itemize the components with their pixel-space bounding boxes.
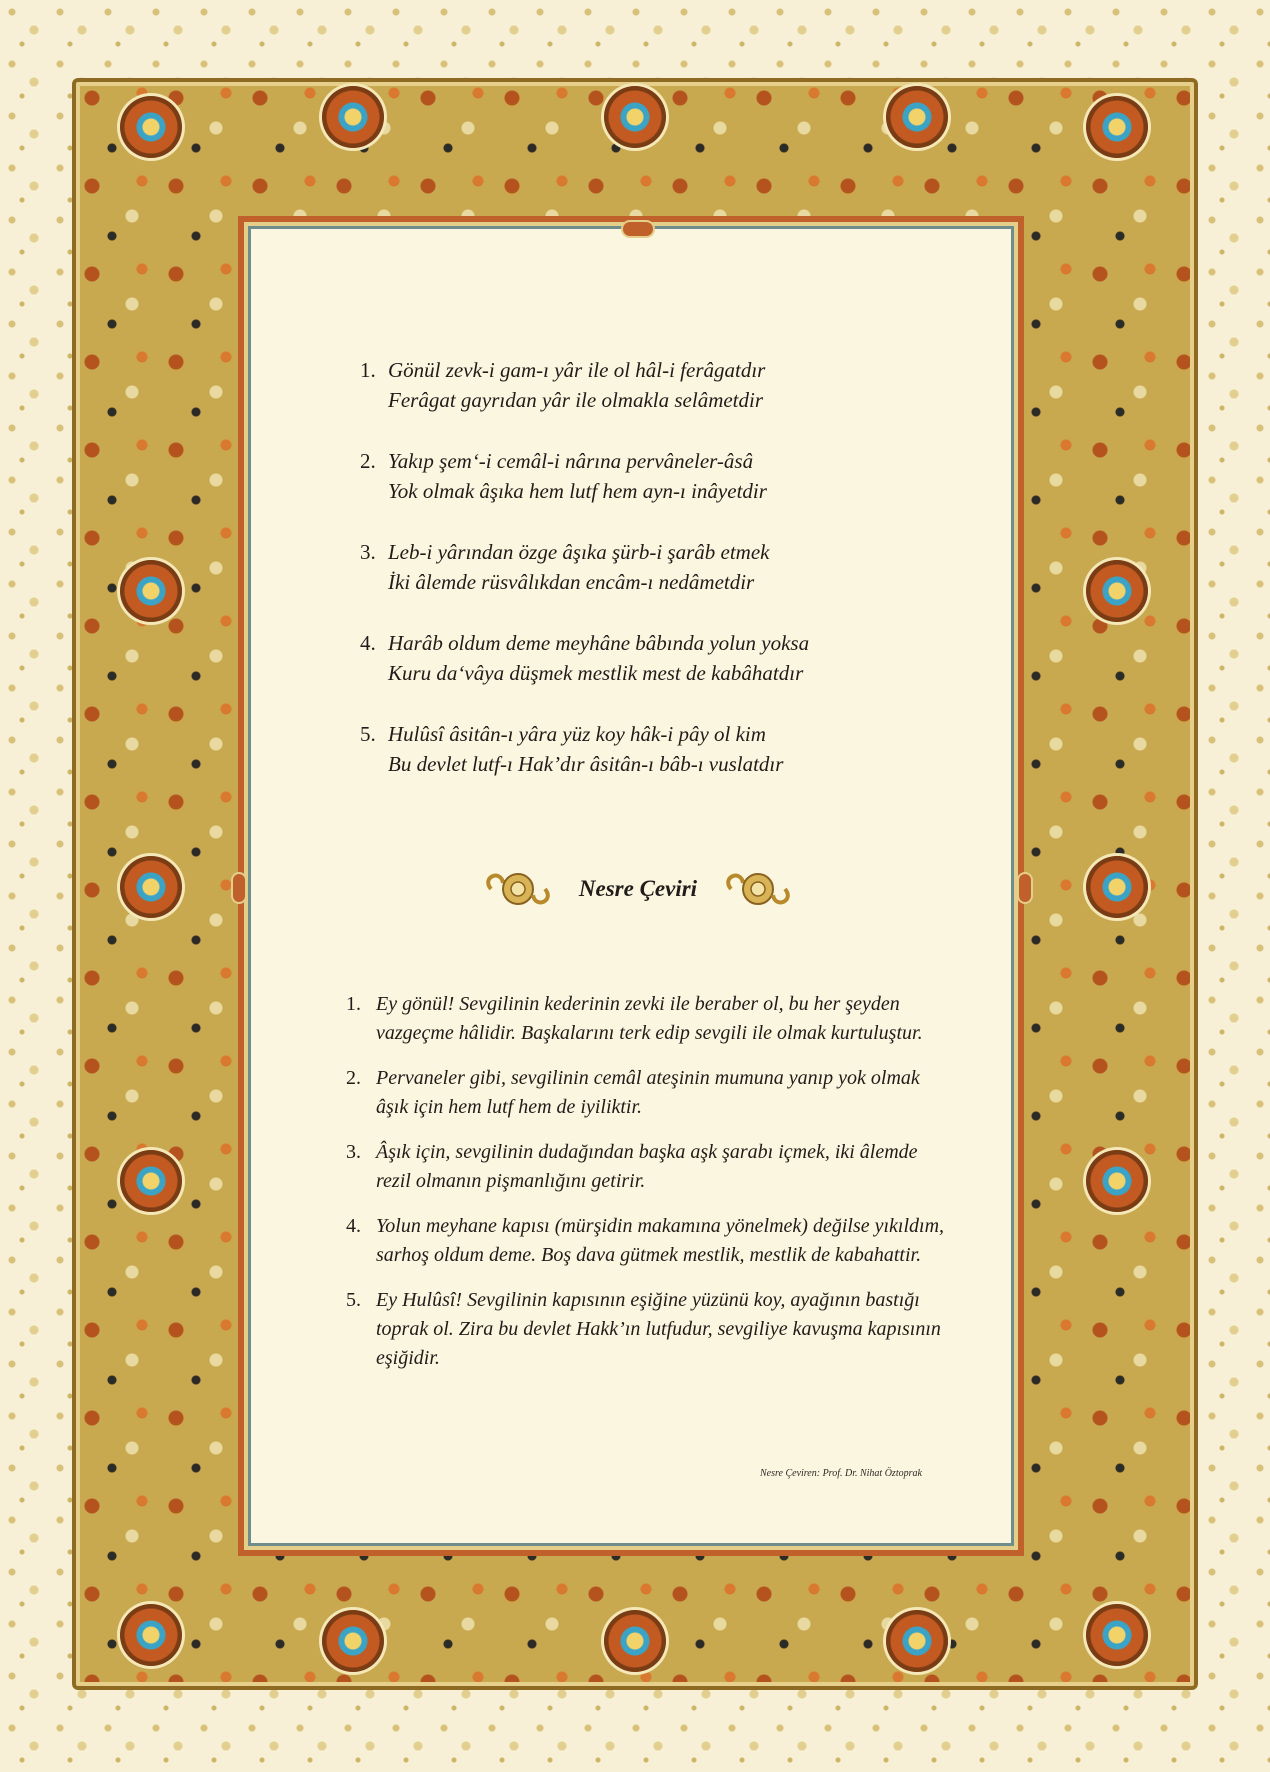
prose-item: [346, 990, 966, 1048]
stanza-number: 2.: [360, 449, 376, 473]
poem-stanza: [360, 537, 920, 597]
translator-credit: Nesre Çeviren: Prof. Dr. Nihat Öztoprak: [760, 1468, 922, 1479]
verse-line: Yok olmak âşıka hem lutf hem ayn-ı inâyetdir: [388, 479, 767, 503]
prose-item: [346, 1286, 966, 1373]
medallion-icon: [322, 1610, 384, 1672]
section-heading: Nesre Çeviri: [578, 876, 698, 901]
item-text: Ey Hulûsî! Sevgilinin kapısının eşiğine yüzünü koy, ayağının bastığı toprak ol. Zira bu devlet Hakk’ın lutfudur, sevgiliye kavuşma kapısının eşiğidir.: [376, 1289, 941, 1369]
verse-line: Bu devlet lutf-ı Hak’dır âsitân-ı bâb-ı vuslatdır: [388, 752, 784, 776]
item-number: 1.: [346, 993, 361, 1015]
prose-translation: [346, 990, 966, 1389]
poem-stanza: [360, 719, 920, 779]
verse-line: Hulûsî âsitân-ı yâra yüz koy hâk-i pây ol kim: [388, 722, 766, 746]
medallion-icon: [120, 96, 182, 158]
verse-line: İki âlemde rüsvâlıkdan encâm-ı nedâmetdir: [388, 570, 755, 594]
medallion-icon: [120, 560, 182, 622]
poem-stanza: [360, 355, 920, 415]
item-text: Ey gönül! Sevgilinin kederinin zevki ile beraber ol, bu her şeyden vazgeçme hâlidir. Başkalarını terk edip sevgili ile olmak kurtuluştur.: [376, 993, 923, 1044]
frame-knot-icon: [623, 222, 653, 236]
verse-line: Yakıp şem‘-i cemâl-i nârına pervâneler-âsâ: [388, 449, 754, 473]
item-text: Pervaneler gibi, sevgilinin cemâl ateşinin mumuna yanıp yok olmak âşık için hem lutf hem de iyiliktir.: [376, 1067, 920, 1118]
section-heading-row: [428, 866, 848, 912]
medallion-icon: [604, 1610, 666, 1672]
poem: [360, 355, 920, 810]
frame-knot-icon: [233, 874, 245, 902]
verse-line: Gönül zevk-i gam-ı yâr ile ol hâl-i ferâgatdır: [388, 358, 766, 382]
stanza-number: 1.: [360, 358, 376, 382]
scroll-ornament-icon: [719, 867, 797, 911]
verse-line: Leb-i yârından özge âşıka şürb-i şarâb etmek: [388, 540, 770, 564]
item-number: 5.: [346, 1289, 361, 1311]
item-text: Âşık için, sevgilinin dudağından başka aşk şarabı içmek, iki âlemde rezil olmanın pişmanlığını getirir.: [376, 1141, 918, 1192]
medallion-icon: [120, 856, 182, 918]
medallion-icon: [1086, 1604, 1148, 1666]
item-text: Yolun meyhane kapısı (mürşidin makamına yönelmek) değilse yıkıldım, sarhoş oldum deme. Boş dava gütmek mestlik, mestlik de kabahattir.: [376, 1215, 945, 1266]
stanza-number: 3.: [360, 540, 376, 564]
verse-line: Ferâgat gayrıdan yâr ile olmakla selâmetdir: [388, 388, 764, 412]
medallion-icon: [120, 1150, 182, 1212]
prose-item: [346, 1212, 966, 1270]
scroll-ornament-icon: [479, 867, 557, 911]
verse-line: Harâb oldum deme meyhâne bâbında yolun yoksa: [388, 631, 810, 655]
medallion-icon: [886, 1610, 948, 1672]
item-number: 2.: [346, 1067, 361, 1089]
prose-item: [346, 1138, 966, 1196]
verse-line: Kuru da‘vâya düşmek mestlik mest de kabâhatdır: [388, 661, 804, 685]
poem-stanza: [360, 628, 920, 688]
medallion-icon: [1086, 96, 1148, 158]
medallion-icon: [1086, 1150, 1148, 1212]
medallion-icon: [604, 86, 666, 148]
item-number: 4.: [346, 1215, 361, 1237]
medallion-icon: [1086, 560, 1148, 622]
poem-stanza: [360, 446, 920, 506]
frame-knot-icon: [1019, 874, 1031, 902]
stanza-number: 5.: [360, 722, 376, 746]
medallion-icon: [120, 1604, 182, 1666]
medallion-icon: [322, 86, 384, 148]
prose-item: [346, 1064, 966, 1122]
stanza-number: 4.: [360, 631, 376, 655]
item-number: 3.: [346, 1141, 361, 1163]
medallion-icon: [886, 86, 948, 148]
medallion-icon: [1086, 856, 1148, 918]
